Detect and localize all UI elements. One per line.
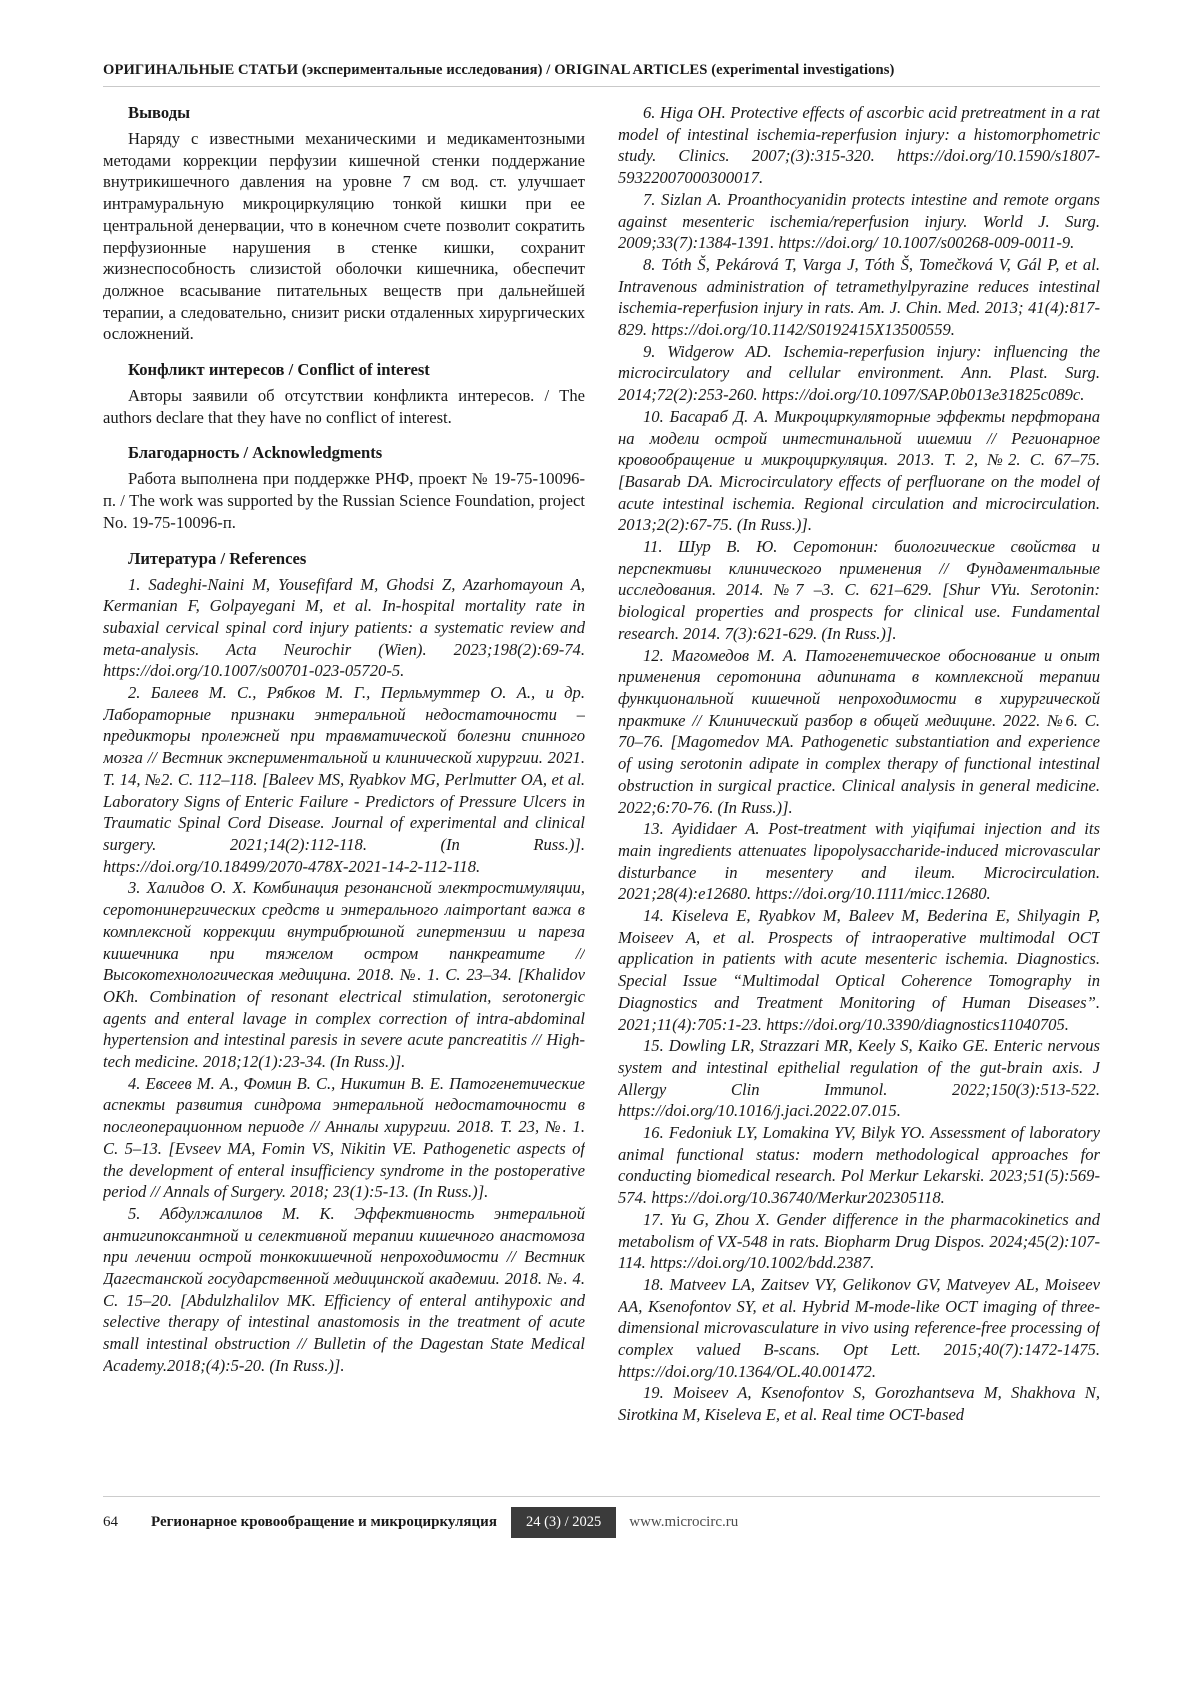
journal-website: www.microcirc.ru: [629, 1513, 739, 1530]
reference-item-13: 13. Ayididaer A. Post-treatment with yiqifumai injection and its main ingredients attenuates lipopolysaccharide-induced microvascular disturbance in mesentery and ileum. Microcirculation. 2021;28(4):e12680. https://doi.org/10.1111/micc.12680.: [618, 819, 1100, 904]
section-title-acknowledgments: Благодарность / Acknowledgments: [128, 443, 383, 463]
right-column: [618, 102, 1100, 1504]
reference-item-7: 7. Sizlan A. Proanthocyanidin protects intestine and remote organs against mesenteric ischemia/reperfusion injury. World J. Surg. 2009;33(7):1384-1391. https://doi.org/ 10.1007/s00268-009-0011-9.: [618, 189, 1100, 253]
reference-item-10: 10. Басараб Д. А. Микроциркуляторные эффекты перфторана на модели острой интестинальной ишемии // Регионарное кровообращение и микроциркуляция. 2013. Т. 2, №2. С. 67–75. [Basarab DA. Microcirculatory effects of perfluorane on the model of acute intestinal ischemia. Regional circulation and microcirculation. 2013;2(2):67-75. (In Russ.)].: [618, 406, 1100, 535]
reference-item-15: 15. Dowling LR, Strazzari MR, Keely S, Kaiko GE. Enteric nervous system and intestinal epithelial regulation of the gut-brain axis. J Allergy Clin Immunol. 2022;150(3):513-522. https://doi.org/10.1016/j.jaci.2022.07.015.: [618, 1036, 1100, 1121]
reference-item-17: 17. Yu G, Zhou X. Gender difference in the pharmacokinetics and metabolism of VX-548 in rats. Biopharm Drug Dispos. 2024;45(2):107-114. https://doi.org/10.1002/bdd.2387.: [618, 1209, 1100, 1273]
reference-item-11: 11. Шур В. Ю. Серотонин: биологические свойства и перспективы клинического применения // Фундаментальные исследования. 2014. №7 –3. С. 621–629. [Shur VYu. Serotonin: biological properties and prospects for clinical use. Fundamental research. 2014. 7(3):621-629. (In Russ.)].: [618, 537, 1100, 643]
issue-badge: 24 (3) / 2025: [511, 1507, 616, 1538]
reference-item-8: 8. Tóth Š, Pekárová T, Varga J, Tóth Š, Tomečková V, Gál P, et al. Intravenous administration of tetramethylpyrazine reduces intestinal ischemia-reperfusion injury in rats. Am. J. Chin. Med. 2013; 41(4):817-829. https://doi.org/10.1142/S0192415X13500559.: [618, 254, 1100, 340]
section-title-conflict-of-interest: Конфликт интересов / Conflict of interest: [128, 360, 430, 380]
reference-item-6: 6. Higa OH. Protective effects of ascorbic acid pretreatment in a rat model of intestinal ischemia-reperfusion injury: a histomorphometric study. Clinics. 2007;(3):315-320. https://doi.org/10.1590/s1807-59322007000300017.: [618, 103, 1100, 188]
page-content: [103, 62, 1100, 1504]
reference-item-5: 5. Абдулжалилов М. К. Эффективность энтеральной антигипоксантной и селективной терапии кишечного анастомоза при лечении острой тонкокишечной непроходимости // Вестник Дагестанской государственной медицинской академии. 2018. №. 4. С. 15–20. [Abdulzhalilov MK. Efficiency of enteral antihypoxic and selective therapy of intestinal anastomosis in the treatment of acute small intestinal obstruction // Bulletin of the Dagestan State Medical Academy.2018;(4):5-20. (In Russ.)].: [103, 1203, 585, 1375]
reference-item-19: 19. Moiseev A, Ksenofontov S, Gorozhantseva M, Shakhova N, Sirotkina M, Kiseleva E, et al. Real time OCT-based: [618, 1383, 1100, 1425]
reference-item-14: 14. Kiseleva E, Ryabkov M, Baleev M, Bederina E, Shilyagin P, Moiseev A, et al. Prospects of intraoperative multimodal OCT application in patients with acute mesenteric ischemia. Diagnostics. Special Issue “Multimodal Optical Coherence Tomography in Diagnostics and Treatment Monitoring of Human Diseases”. 2021;11(4):705:1-23. https://doi.org/10.3390/diagnostics11040705.: [618, 906, 1100, 1034]
section-title-references: Литература / References: [128, 548, 307, 568]
left-column: [103, 102, 585, 1504]
page-number: 64: [103, 1513, 118, 1530]
conflict-of-interest-paragraph: Авторы заявили об отсутствии конфликта интересов. / The authors declare that they have no conflict of interest.: [103, 386, 585, 427]
reference-item-3: 3. Халидов О. Х. Комбинация резонансной электростимуляции, серотонинергических средств и энтерального лаimportant важа в комплексной коррекции внутрибрюшной гипертензии и пареза кишечника при тяжелом остром панкреатите // Высокотехнологическая медицина. 2018. №. 1. С. 23–34. [Khalidov OKh. Combination of resonant electrical stimulation, serotonergic agents and enteral lavage in complex correction of intra-abdominal hypertension and intestinal paresis in severe acute pancreatitis // High-tech medicine. 2018;12(1):23-34. (In Russ.)].: [103, 878, 585, 1072]
acknowledgments-paragraph: Работа выполнена при поддержке РНФ, проект № 19-75-10096-п. / The work was supported by the Russian Science Foundation, project No. 19-75-10096-п.: [103, 469, 585, 532]
reference-item-4: 4. Евсеев М. А., Фомин В. С., Никитин В. Е. Патогенетические аспекты развития синдрома энтеральной недостаточности в послеоперационном периоде // Анналы хирургии. 2018. Т. 23, №. 1. С. 5–13. [Evseev MA, Fomin VS, Nikitin VE. Pathogenetic aspects of the development of enteral insufficiency syndrome in the postoperative period // Annals of Surgery. 2018; 23(1):5-13. (In Russ.)].: [103, 1073, 585, 1202]
reference-item-9: 9. Widgerow AD. Ischemia-reperfusion injury: influencing the microcirculatory and cellular environment. Ann. Plast. Surg. 2014;72(2):253-260. https://doi.org/10.1097/SAP.0b013e31825c089c.: [618, 341, 1100, 405]
page-footer: [103, 1496, 1100, 1538]
journal-title: Регионарное кровообращение и микроциркуляция: [151, 1513, 497, 1530]
running-head: ОРИГИНАЛЬНЫЕ СТАТЬИ (экспериментальные исследования) / ORIGINAL ARTICLES (experimental investigations): [103, 62, 1100, 87]
two-column-layout: [103, 102, 1100, 1504]
reference-item-16: 16. Fedoniuk LY, Lomakina YV, Bilyk YO. Assessment of laboratory animal functional status: modern methodological approaches for conducting biomedical research. Pol Merkur Lekarski. 2023;51(5):569-574. https://doi.org/10.36740/Merkur202305118.: [618, 1123, 1100, 1208]
reference-item-2: 2. Балеев М. С., Рябков М. Г., Перльмуттер О. А., и др. Лабораторные признаки энтеральной недостаточности – предикторы пролежней при травматической болезни спинного мозга // Вестник экспериментальной и клинической хирургии. 2021. Т. 14, №2. С. 112–118. [Baleev MS, Ryabkov MG, Perlmutter OA, et al. Laboratory Signs of Enteric Failure - Predictors of Pressure Ulcers in Traumatic Spinal Cord Disease. Journal of experimental and clinical surgery. 2021;14(2):112-118. (In Russ.)]. https://doi.org/10.18499/2070-478X-2021-14-2-112-118.: [103, 683, 585, 876]
section-title-conclusions: Выводы: [128, 103, 191, 122]
reference-item-12: 12. Магомедов М. А. Патогенетическое обоснование и опыт применения серотонина адипината в комплексной терапии функциональной кишечной непроходимости в хирургической практике // Клинический разбор в общей медицине. 2022. №6. С. 70–76. [Magomedov MA. Pathogenetic substantiation and experience of using serotonin adipate in complex therapy of functional intestinal obstruction in surgical practice. Clinical analysis in general medicine. 2022;6:70-76. (In Russ.)].: [618, 645, 1100, 817]
reference-item-18: 18. Matveev LA, Zaitsev VY, Gelikonov GV, Matveyev AL, Moiseev AA, Ksenofontov SY, et al. Hybrid M-mode-like OCT imaging of three-dimensional microvasculature in vivo using reference-free processing of complex valued B-scans. Opt Lett. 2015;40(7):1472-1475. https://doi.org/10.1364/OL.40.001472.: [618, 1274, 1100, 1381]
reference-item-1: 1. Sadeghi-Naini M, Yousefifard M, Ghodsi Z, Azarhomayoun A, Kermanian F, Golpayegani M, et al. In-hospital mortality rate in subaxial cervical spinal cord injury patients: a systematic review and meta-analysis. Acta Neurochir (Wien). 2023;198(2):69-74. https://doi.org/10.1007/s00701-023-05720-5.: [103, 574, 585, 681]
conclusions-paragraph: Наряду с известными механическими и медикаментозными методами коррекции перфузии кишечной стенки поддержание внутрикишечного давления на уровне 7 см вод. ст. улучшает интрамуральную микроциркуляцию тонкой кишки при ее центральной денервации, что в конечном счете позволит сократить перфузионные нарушения в стенке кишки, сохранит жизнеспособность слизистой оболочки кишечника, обеспечит должное всасывание питательных веществ при дальнейшей терапии, а следовательно, снизит риски отдаленных хирургических осложнений.: [103, 129, 585, 344]
